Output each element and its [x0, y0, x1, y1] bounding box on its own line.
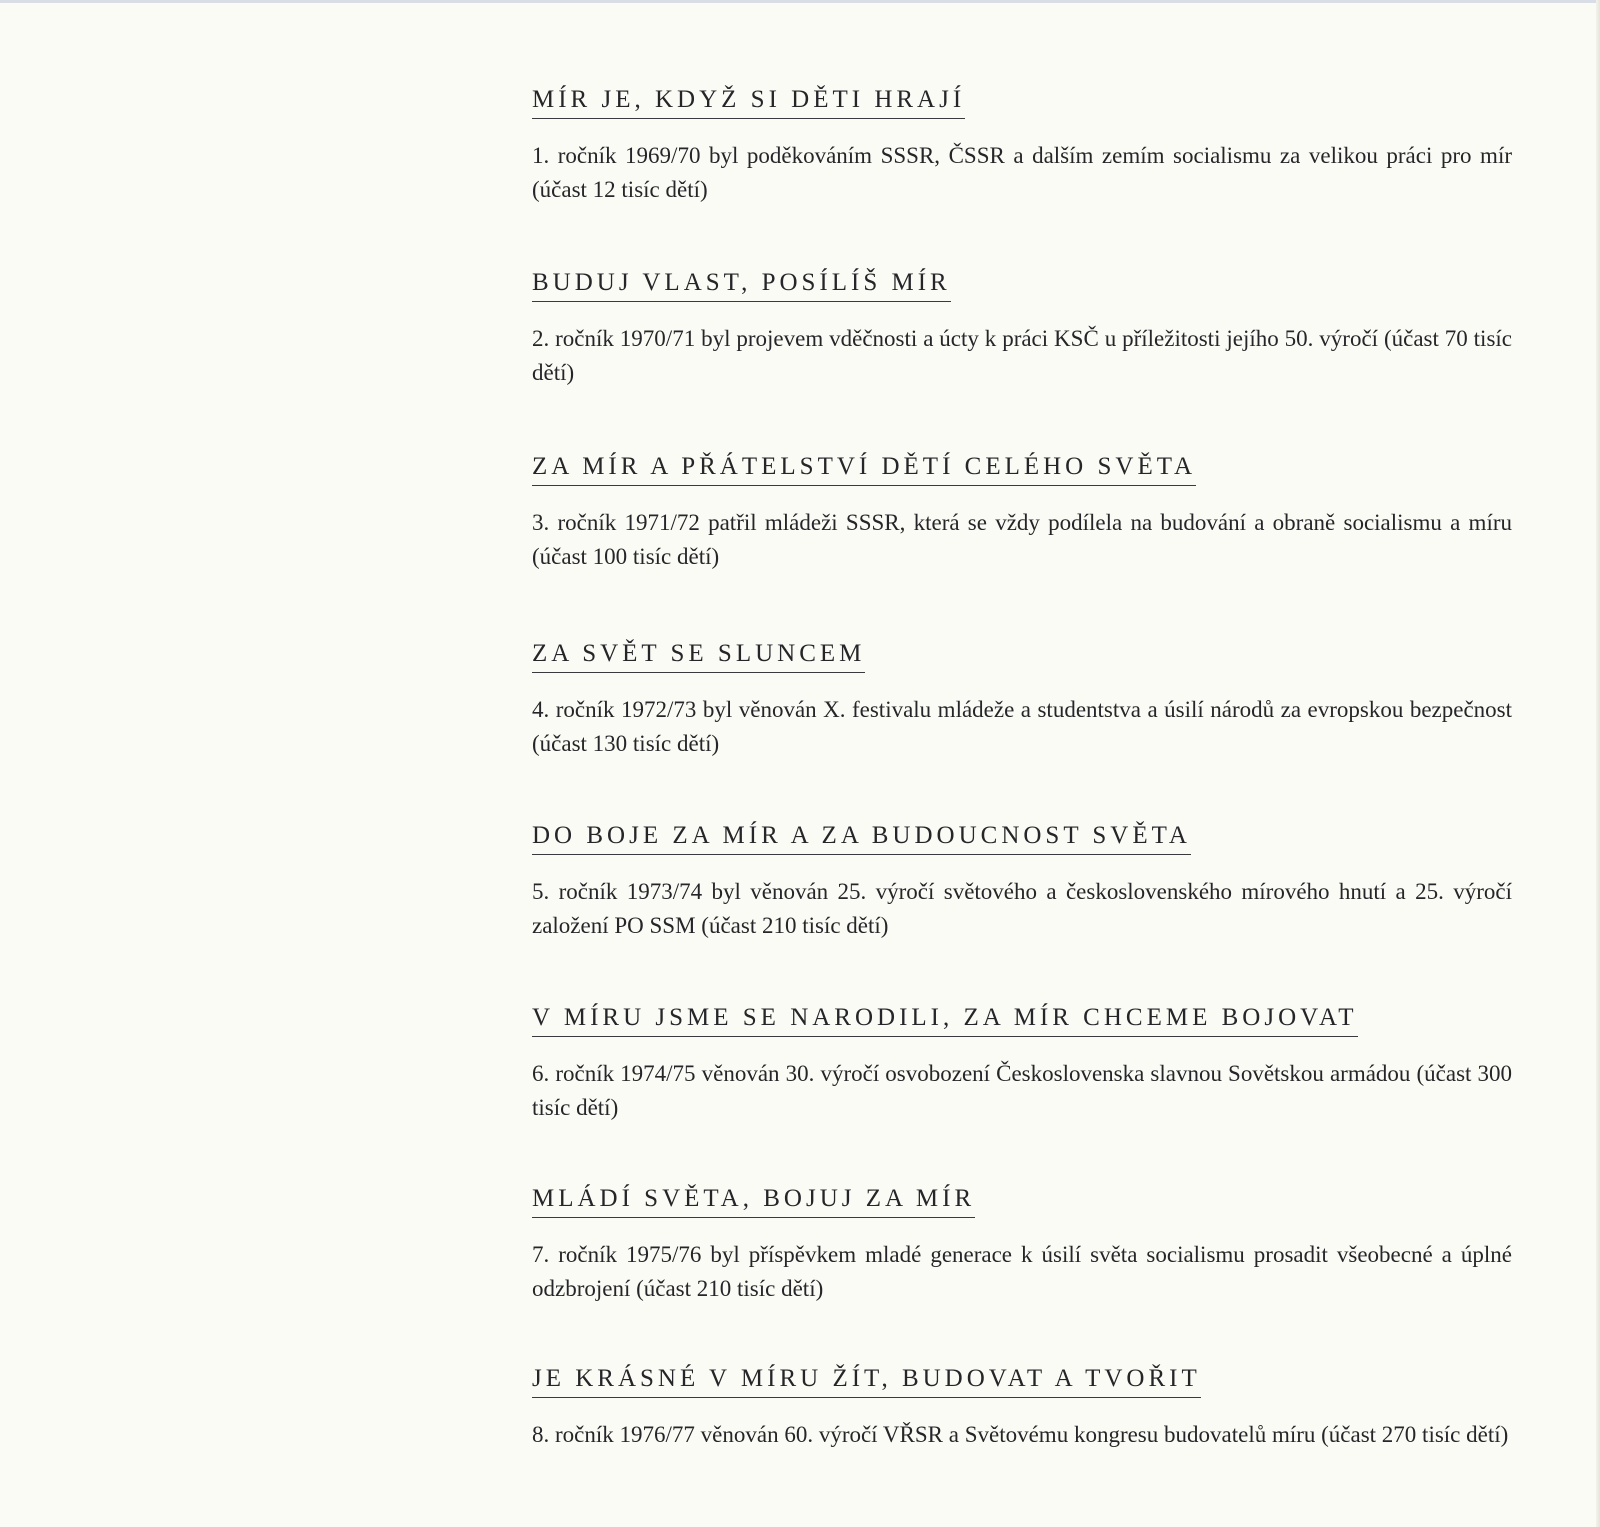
entry-text: 8. ročník 1976/77 věnován 60. výročí VŘSR a Světovému kongresu budovatelů míru (účast 270 tisíc dětí): [532, 1422, 1509, 1447]
entry-title: V MÍRU JSME SE NARODILI, ZA MÍR CHCEME BOJOVAT: [532, 1004, 1358, 1037]
entry-text: 1. ročník 1969/70 byl poděkováním SSSR, ČSSR a dalším zemím socialismu za velikou práci pro mír (účast 12 tisíc dětí): [532, 143, 1512, 202]
entry-title: JE KRÁSNÉ V MÍRU ŽÍT, BUDOVAT A TVOŘIT: [532, 1365, 1201, 1398]
entry-6: [532, 1004, 1512, 1125]
entry-8: [532, 1365, 1512, 1452]
entry-title: ZA MÍR A PŘÁTELSTVÍ DĚTÍ CELÉHO SVĚTA: [532, 453, 1196, 486]
entry-3: [532, 453, 1512, 574]
entry-text: 3. ročník 1971/72 patřil mládeži SSSR, která se vždy podílela na budování a obraně socialismu a míru (účast 100 tisíc dětí): [532, 510, 1512, 569]
entry-text: 5. ročník 1973/74 byl věnován 25. výročí světového a československého mírového hnutí a 25. výročí založení PO SSM (účast 210 tisíc dětí): [532, 879, 1512, 938]
entry-title: DO BOJE ZA MÍR A ZA BUDOUCNOST SVĚTA: [532, 822, 1191, 855]
entry-text: 4. ročník 1972/73 byl věnován X. festivalu mládeže a studentstva a úsilí národů za evropskou bezpečnost (účast 130 tisíc dětí): [532, 697, 1512, 756]
entry-text: 7. ročník 1975/76 byl příspěvkem mladé generace k úsilí světa socialismu prosadit všeobecné a úplné odzbrojení (účast 210 tisíc dětí): [532, 1242, 1512, 1301]
entry-1: [532, 86, 1512, 207]
entry-title: MÍR JE, KDYŽ SI DĚTI HRAJÍ: [532, 86, 965, 119]
page-right-edge: [1596, 0, 1600, 1527]
entry-2: [532, 269, 1512, 390]
entry-5: [532, 822, 1512, 943]
entry-title: BUDUJ VLAST, POSÍLÍŠ MÍR: [532, 269, 951, 302]
entry-4: [532, 640, 1512, 761]
page-top-edge: [0, 0, 1600, 3]
entry-title: MLÁDÍ SVĚTA, BOJUJ ZA MÍR: [532, 1185, 975, 1218]
entry-7: [532, 1185, 1512, 1306]
entry-title: ZA SVĚT SE SLUNCEM: [532, 640, 865, 673]
entry-text: 2. ročník 1970/71 byl projevem vděčnosti a úcty k práci KSČ u příležitosti jejího 50. výročí (účast 70 tisíc dětí): [532, 326, 1512, 385]
entry-text: 6. ročník 1974/75 věnován 30. výročí osvobození Československa slavnou Sovětskou armádou (účast 300 tisíc dětí): [532, 1061, 1512, 1120]
